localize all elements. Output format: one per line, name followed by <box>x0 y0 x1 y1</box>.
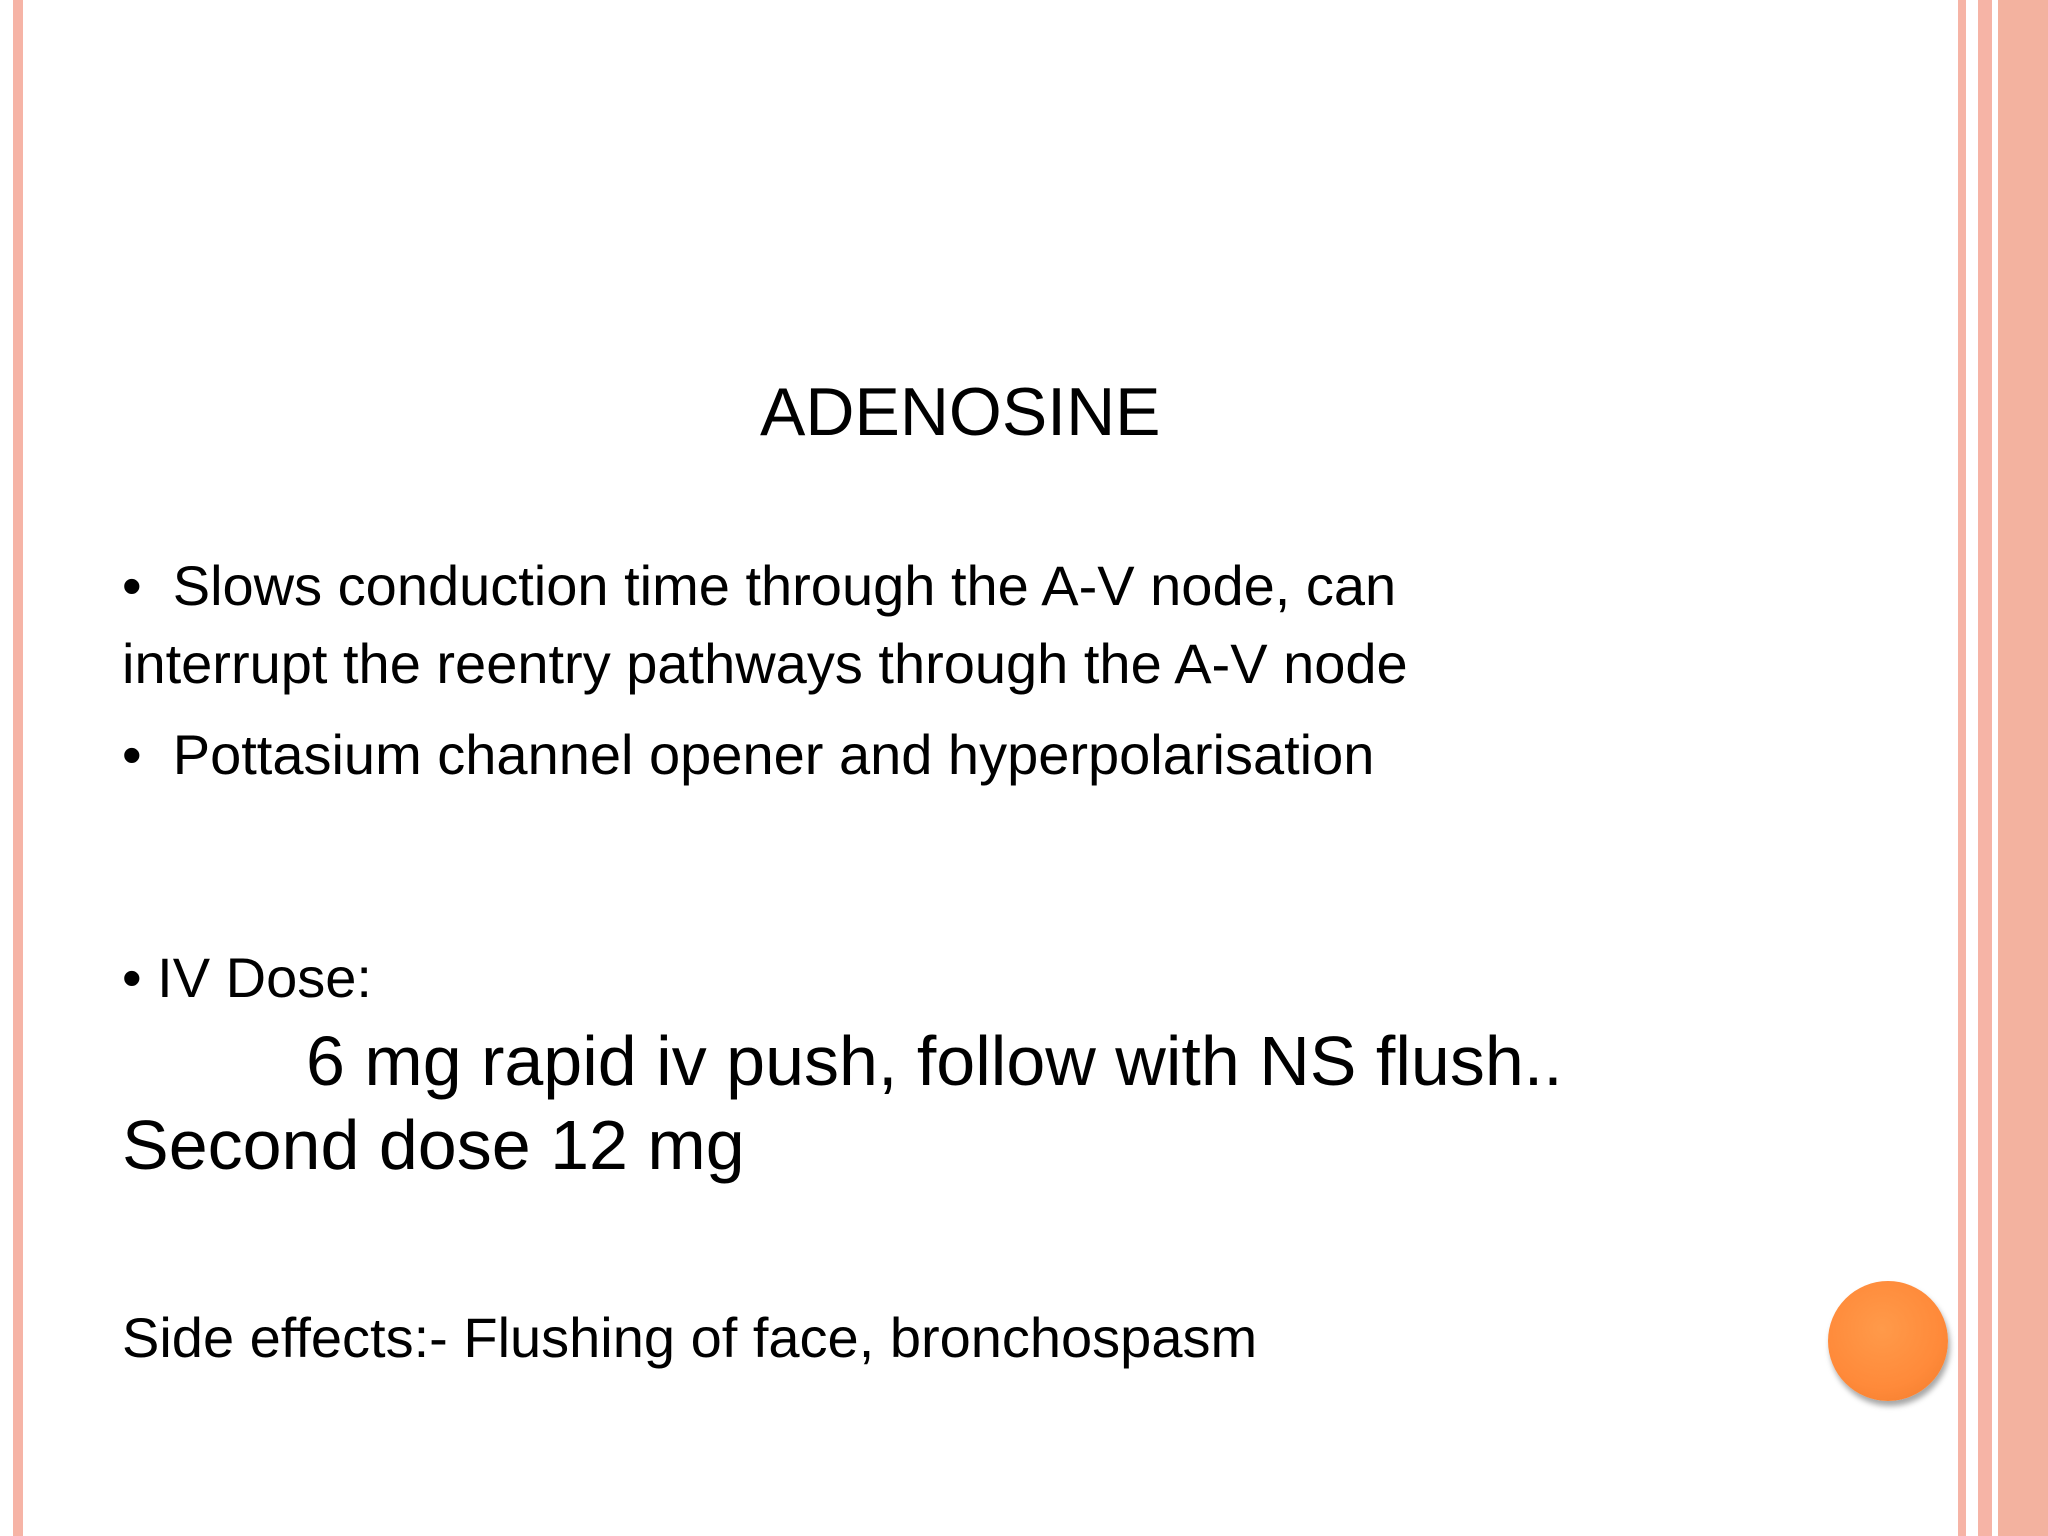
bullet-item-conduction <box>122 547 1408 703</box>
dose-second: Second dose 12 mg <box>122 1106 745 1184</box>
bullet-text: Slows conduction time through the A-V node, can <box>172 554 1397 617</box>
right-border-band <box>1998 0 2048 1536</box>
bullet-text: Pottasium channel opener and hyperpolarisation <box>172 723 1375 786</box>
bullet-text-continuation: interrupt the reentry pathways through the A-V node <box>122 632 1408 695</box>
right-border-stripe <box>1958 0 1966 1536</box>
bullet-item-potassium <box>122 716 1374 794</box>
left-border-stripe <box>13 0 23 1536</box>
right-border-stripe <box>1978 0 1992 1536</box>
bullet-item-iv-dose <box>122 939 372 1017</box>
bullet-marker: • <box>122 723 142 786</box>
dose-first: 6 mg rapid iv push, follow with NS flush.. <box>306 1022 1563 1100</box>
bullet-marker: • <box>122 554 142 617</box>
side-effects-text: Side effects:- Flushing of face, bronchospasm <box>122 1306 1258 1369</box>
bullet-marker: • <box>122 946 142 1009</box>
decorative-orb-icon <box>1828 1281 1948 1401</box>
bullet-text: IV Dose: <box>157 946 372 1009</box>
slide-title: ADENOSINE <box>760 374 1161 450</box>
